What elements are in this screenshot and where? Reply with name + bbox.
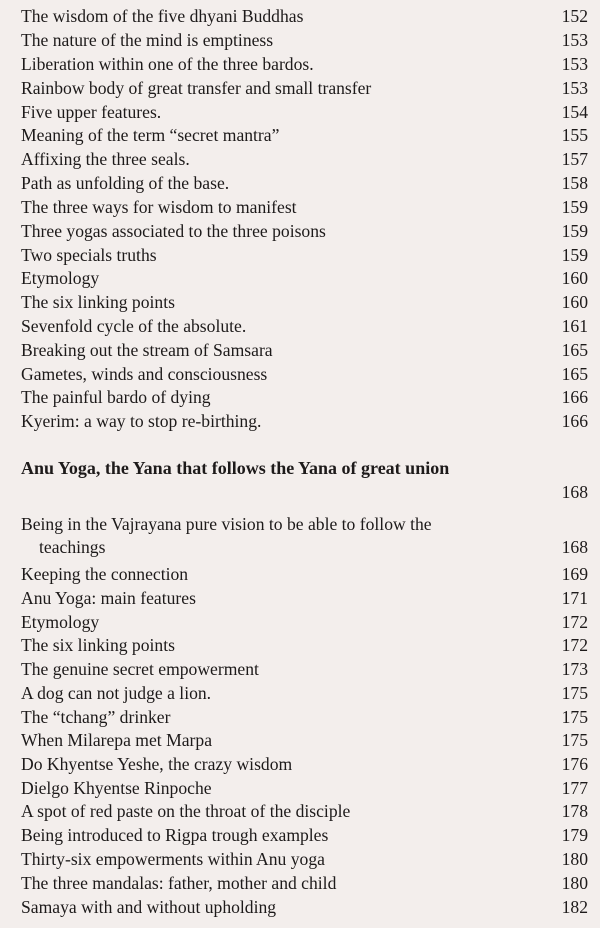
toc-entry	[21, 706, 588, 729]
toc-entry-page: 157	[561, 149, 588, 169]
toc-entry-page: 172	[561, 635, 588, 655]
toc-entry	[21, 196, 588, 219]
toc-entry	[21, 77, 588, 100]
toc-entry	[21, 386, 588, 409]
toc-entry-page: 166	[561, 387, 588, 407]
toc-entry	[21, 363, 588, 386]
toc-entry-title: The six linking points	[21, 292, 175, 312]
toc-entry-title: Path as unfolding of the base.	[21, 173, 230, 193]
toc-entry-page: 182	[561, 897, 588, 917]
toc-entry-page: 160	[561, 268, 588, 288]
toc-entry	[21, 611, 588, 634]
toc-entry-page: 158	[561, 173, 588, 193]
toc-entry-title: Two specials truths	[21, 245, 157, 265]
toc-entry	[21, 53, 588, 76]
toc-entry-page: 165	[561, 340, 588, 360]
toc-entry-title: A dog can not judge a lion.	[21, 683, 212, 703]
toc-entry	[21, 872, 588, 895]
toc-entry	[21, 101, 588, 124]
toc-entry-page: 175	[561, 707, 588, 727]
toc-entry-page: 160	[561, 292, 588, 312]
toc-entry	[21, 513, 588, 559]
toc-entry-page: 177	[561, 778, 588, 798]
toc-entry-title: Sevenfold cycle of the absolute.	[21, 316, 247, 336]
toc-entry	[21, 753, 588, 776]
toc-entry	[21, 410, 588, 433]
toc-entry	[21, 563, 588, 586]
toc-entry-title: Meaning of the term “secret mantra”	[21, 125, 280, 145]
toc-entry-title: Etymology	[21, 268, 100, 288]
toc-entry	[21, 682, 588, 705]
toc-entry	[21, 587, 588, 610]
toc-entry-title: The three ways for wisdom to manifest	[21, 197, 297, 217]
toc-entry-page: 169	[561, 564, 588, 584]
toc-entry-title: Samaya with and without upholding	[21, 897, 277, 917]
toc-entry-title: Etymology	[21, 612, 100, 632]
toc-entry-page: 171	[561, 588, 588, 608]
section-heading-title: Anu Yoga, the Yana that follows the Yana of great union	[21, 458, 450, 478]
toc-entry	[21, 777, 588, 800]
toc-entry-page: 176	[561, 754, 588, 774]
toc-entry-title: A spot of red paste on the throat of the disciple	[21, 801, 351, 821]
toc-entry-page: 155	[561, 125, 588, 145]
section-heading	[21, 456, 588, 502]
toc-entry-title: Kyerim: a way to stop re-birthing.	[21, 411, 262, 431]
toc-entry-page: 179	[561, 825, 588, 845]
toc-entry-page: 152	[561, 6, 588, 26]
toc-entry	[21, 29, 588, 52]
toc-entry-title: Affixing the three seals.	[21, 149, 190, 169]
toc-entry	[21, 124, 588, 147]
toc-entry-title: Three yogas associated to the three poisons	[21, 221, 326, 241]
toc-entry	[21, 267, 588, 290]
toc-entry-page: 161	[561, 316, 588, 336]
toc-entry-title: The three mandalas: father, mother and child	[21, 873, 337, 893]
toc-entry-title: Being introduced to Rigpa trough examples	[21, 825, 329, 845]
toc-entry	[21, 244, 588, 267]
toc-entry-page: 153	[561, 30, 588, 50]
toc-entry-title: Keeping the connection	[21, 564, 189, 584]
toc-entry	[21, 339, 588, 362]
toc-entry-title: Anu Yoga: main features	[21, 588, 196, 608]
toc-entry-title: Rainbow body of great transfer and small transfer	[21, 78, 372, 98]
toc-entry-title: The wisdom of the five dhyani Buddhas	[21, 6, 304, 26]
toc-entry-page: 166	[561, 411, 588, 431]
toc-entry-title: When Milarepa met Marpa	[21, 730, 213, 750]
toc-entry-title: The “tchang” drinker	[21, 707, 171, 727]
toc-entry-page: 175	[561, 683, 588, 703]
toc-entry-title: Breaking out the stream of Samsara	[21, 340, 273, 360]
toc-entry-page: 172	[561, 612, 588, 632]
toc-entry	[21, 5, 588, 28]
toc-entry	[21, 220, 588, 243]
toc-entry	[21, 291, 588, 314]
toc-entry	[21, 634, 588, 657]
toc-entry-title: Do Khyentse Yeshe, the crazy wisdom	[21, 754, 293, 774]
toc-entry-title: Dielgo Khyentse Rinpoche	[21, 778, 212, 798]
toc-entry-page: 168	[561, 537, 588, 557]
toc-entry-title: Liberation within one of the three bardos.	[21, 54, 314, 74]
toc-entry-page: 159	[561, 245, 588, 265]
toc-entry-page: 165	[561, 364, 588, 384]
toc-entry-page: 180	[561, 849, 588, 869]
toc-entry-page: 154	[561, 102, 588, 122]
toc-entry	[21, 848, 588, 871]
toc-entry-page: 173	[561, 659, 588, 679]
toc-entry-title: Thirty-six empowerments within Anu yoga	[21, 849, 325, 869]
toc-entry	[21, 800, 588, 823]
toc-entry-page: 180	[561, 873, 588, 893]
toc-entry	[21, 824, 588, 847]
toc-entry-title: The genuine secret empowerment	[21, 659, 259, 679]
toc-entry	[21, 896, 588, 919]
toc-entry-page: 159	[561, 221, 588, 241]
section-heading-page: 168	[561, 482, 588, 502]
toc-entry	[21, 148, 588, 171]
toc-entry-title: The nature of the mind is emptiness	[21, 30, 274, 50]
toc-entry-page: 153	[561, 54, 588, 74]
toc-entry-page: 159	[561, 197, 588, 217]
toc-entry-title: The painful bardo of dying	[21, 387, 211, 407]
toc-entry	[21, 172, 588, 195]
toc-entry-page: 178	[561, 801, 588, 821]
toc-entry-page: 175	[561, 730, 588, 750]
toc-entry-page: 153	[561, 78, 588, 98]
toc-entry-title: Gametes, winds and consciousness	[21, 364, 268, 384]
toc-entry	[21, 729, 588, 752]
toc-entry-title: The six linking points	[21, 635, 175, 655]
toc-entry	[21, 315, 588, 338]
toc-entry	[21, 658, 588, 681]
toc-entry-title: Being in the Vajrayana pure vision to be able to follow the teachings	[21, 514, 432, 557]
toc-entry-title: Five upper features.	[21, 102, 162, 122]
